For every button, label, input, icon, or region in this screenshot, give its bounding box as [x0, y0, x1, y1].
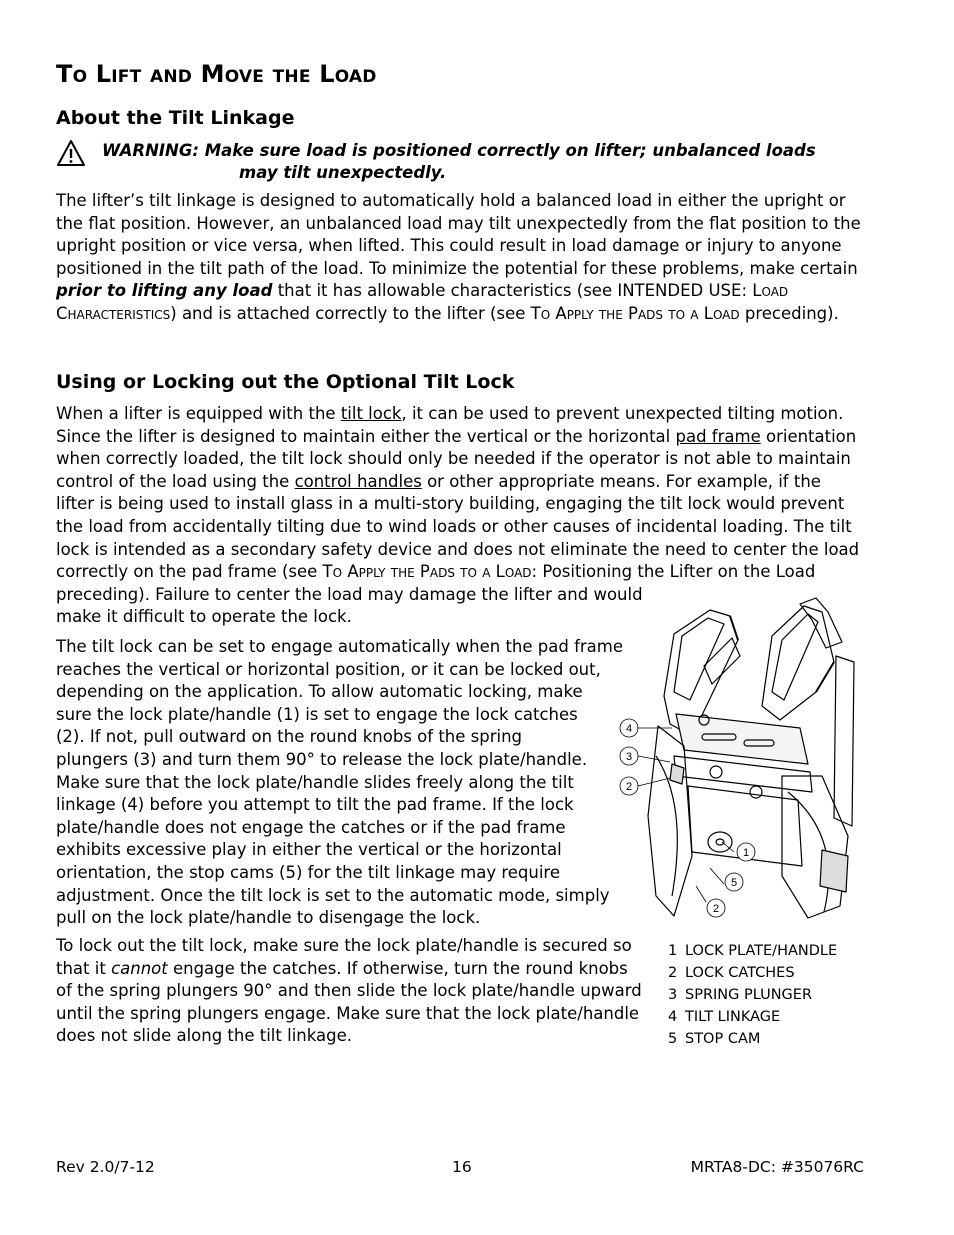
p1-reference-apply-pads: To Apply the Pads to a Load — [530, 303, 740, 323]
p4-emphasis: cannot — [111, 958, 168, 978]
section-heading-tilt-lock: Using or Locking out the Optional Tilt Lock — [56, 371, 515, 393]
p4-text: that it — [56, 958, 112, 978]
callout-label: 3 — [625, 751, 633, 763]
p2-reference-apply-pads: To Apply the Pads to a Load — [322, 562, 532, 582]
callout-label: 4 — [625, 723, 633, 735]
p2-text-c: orientation when correctly loaded, the tilt lock should only be needed if the operator is not able to maintain control of the load using the — [56, 426, 857, 491]
footer-document-id: MRTA8-DC: #35076RC — [690, 1158, 864, 1176]
p3-line: plate/handle does not engage the catches or if the pad frame — [56, 817, 566, 837]
tilt-lock-illustration — [612, 596, 870, 928]
term-control-handles: control handles — [294, 471, 422, 491]
paragraph-automatic-locking — [56, 636, 626, 930]
p2-text-f: preceding). Failure to center the load may damage the lifter and would — [56, 584, 643, 604]
p3-line: adjustment. Once the tilt lock is set to the automatic mode, simply — [56, 885, 610, 905]
p3-line: Make sure that the lock plate/handle slides freely along the tilt — [56, 772, 574, 792]
p3-line: The tilt lock can be set to engage automatically when the pad frame — [56, 637, 624, 656]
legend-label: LOCK CATCHES — [685, 965, 795, 981]
callout-label: 5 — [730, 877, 738, 889]
p3-line: depending on the application. To allow automatic locking, make — [56, 682, 583, 702]
p4-line: of the spring plungers 90° and then slide the lock plate/handle upward — [56, 981, 642, 1001]
p4-line: To lock out the tilt lock, make sure the lock plate/handle is secured so — [56, 936, 632, 955]
paragraph-tilt-linkage — [56, 190, 876, 326]
p3-line: pull on the lock plate/handle to disengage the lock. — [56, 908, 481, 928]
page-title: To Lift and Move the Load — [56, 60, 377, 88]
term-tilt-lock: tilt lock — [340, 404, 402, 423]
legend-label: SPRING PLUNGER — [685, 987, 813, 1003]
callout-label: 2 — [625, 781, 633, 793]
p3-line: (2). If not, pull outward on the round knobs of the spring — [56, 727, 523, 747]
p3-line: orientation, the stop cams (5) for the tilt linkage may require — [56, 862, 560, 882]
p2-text-b: , it can be used to prevent unexpected tilting motion. Since the lifter is designed to maintain either the vertical or the horizontal — [56, 404, 844, 446]
p1-emphasis: prior to lifting any load — [56, 281, 273, 301]
legend-label: STOP CAM — [685, 1031, 761, 1047]
legend-number: 1 — [668, 943, 678, 959]
legend-item — [668, 940, 837, 962]
p3-line: exhibits excessive play in either the vertical or the horizontal — [56, 840, 562, 860]
p2-text-g: make it difficult to operate the lock. — [56, 607, 352, 627]
p3-line: sure the lock plate/handle (1) is set to engage the lock catches — [56, 704, 578, 724]
warning-line-1: WARNING: Make sure load is positioned correctly on lifter; unbalanced loads — [102, 141, 816, 160]
legend-item — [668, 962, 837, 984]
callout-label: 2 — [712, 903, 720, 915]
p1-text-b: that it has allowable characteristics (see INTENDED USE: — [272, 281, 753, 301]
p3-line: reaches the vertical or horizontal position, or it can be locked out, — [56, 659, 601, 679]
warning-triangle-icon — [56, 139, 86, 167]
legend-item — [668, 984, 837, 1006]
legend-number: 4 — [668, 1009, 678, 1025]
p1-text-c: ) and is attached correctly to the lifter (see — [170, 303, 531, 323]
legend-label: LOCK PLATE/HANDLE — [685, 943, 838, 959]
p3-line: plungers (3) and turn them 90° to release the lock plate/handle. — [56, 749, 588, 769]
p2-text-d: or other appropriate means. For example, if the lifter is being used to install glass in a multi-story building, engaging the tilt lock would prevent the load from accidentally tilting due to wind loads or other causes of incidental loading. The tilt lock is intended as a secondary safety device and does not eliminate the need to center the load correctly on the pad frame (see — [56, 471, 860, 582]
p1-text-d: preceding). — [739, 303, 839, 323]
section-heading-tilt-linkage: About the Tilt Linkage — [56, 107, 295, 129]
legend-label: TILT LINKAGE — [685, 1009, 781, 1025]
figure-legend — [668, 940, 837, 1050]
p1-text-a: The lifter’s tilt linkage is designed to automatically hold a balanced load in either the upright or the flat position. However, an unbalanced load may tilt unexpectedly from the flat position to the upright position or vice versa, when lifted. This could result in load damage or injury to anyone positioned in the tilt path of the load. To minimize the potential for these problems, make certain — [56, 191, 861, 278]
p2-text-e: : Positioning the Lifter on the Load — [531, 562, 816, 582]
legend-number: 2 — [668, 965, 678, 981]
p4-line: does not slide along the tilt linkage. — [56, 1026, 352, 1046]
warning-text — [102, 140, 862, 184]
p1-reference-load-characteristics: Load Characteristics — [56, 281, 789, 323]
legend-number: 5 — [668, 1031, 678, 1047]
legend-item — [668, 1028, 837, 1050]
p4-line: until the spring plungers engage. Make sure that the lock plate/handle — [56, 1003, 640, 1023]
legend-item — [668, 1006, 837, 1028]
term-pad-frame: pad frame — [675, 426, 761, 446]
warning-line-2: may tilt unexpectedly. — [239, 163, 447, 182]
callout-label: 1 — [742, 847, 750, 859]
paragraph-locking-out — [56, 935, 656, 1048]
p2-text-a: When a lifter is equipped with the — [56, 404, 341, 423]
p4-text: engage the catches. If otherwise, turn the round knobs — [167, 958, 628, 978]
footer-page-number: 16 — [452, 1158, 472, 1176]
footer-revision: Rev 2.0/7-12 — [56, 1158, 155, 1176]
p3-line: linkage (4) before you attempt to tilt the pad frame. If the lock — [56, 795, 574, 815]
legend-number: 3 — [668, 987, 678, 1003]
